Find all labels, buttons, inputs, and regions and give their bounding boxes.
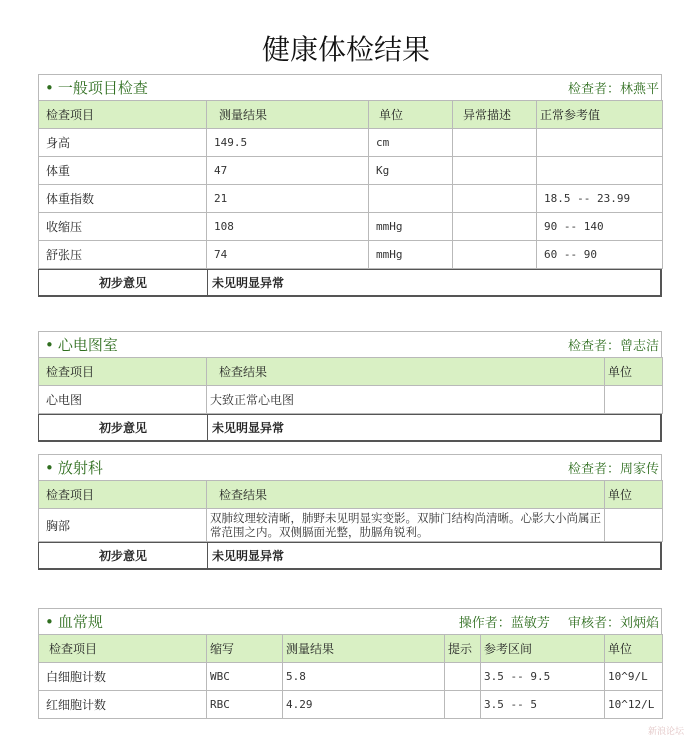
operator-reviewer [459,612,661,631]
section-title: • 心电图室 [45,336,118,354]
cell [453,129,537,157]
cell: 3.5 -- 5 [481,691,605,719]
blood-routine-table [38,634,663,719]
reviewer-label: 审核者： [567,616,620,631]
reviewer-name: 刘炳焰 [619,616,659,631]
opinion-label: 初步意见 [39,270,208,295]
cell: 18.5 -- 23.99 [537,185,663,213]
col-header: 测量结果 [207,101,369,129]
table-header-row [39,481,663,509]
cell: 108 [207,213,369,241]
opinion-value: 未见明显异常 [212,421,285,435]
radiology-table [38,480,663,542]
cell: 5.8 [283,663,445,691]
cell: 149.5 [207,129,369,157]
table-header-row [39,635,663,663]
cell: mmHg [369,213,453,241]
table-row [39,509,663,542]
col-header: 提示 [445,635,481,663]
col-header: 检查项目 [39,358,207,386]
cell [537,129,663,157]
col-header: 检查项目 [39,481,207,509]
cell: 10^12/L [605,691,663,719]
col-header: 单位 [605,635,663,663]
general-exam-table [38,100,663,269]
preliminary-opinion [38,269,662,297]
cell [453,157,537,185]
cell: Kg [369,157,453,185]
table-row [39,129,663,157]
bullet-icon: • [45,613,54,631]
bullet-icon: • [45,459,54,477]
cell [537,157,663,185]
preliminary-opinion [38,542,662,570]
cell: 红细胞计数 [39,691,207,719]
inspector: 检查者：周家传 [567,462,659,477]
col-header: 检查项目 [39,635,207,663]
table-row [39,691,663,719]
inspector: 检查者：曾志洁 [567,339,659,354]
table-row [39,663,663,691]
table-row [39,185,663,213]
table-row [39,213,663,241]
bullet-icon: • [45,336,54,354]
table-header-row [39,101,663,129]
col-header: 单位 [369,101,453,129]
opinion-value: 未见明显异常 [212,549,285,563]
col-header: 参考区间 [481,635,605,663]
section-title: • 血常规 [45,613,103,631]
operator-label: 操作者： [458,616,511,631]
opinion-value: 未见明显异常 [212,276,285,290]
cell: 收缩压 [39,213,207,241]
section-title: • 放射科 [45,459,103,477]
cell: mmHg [369,241,453,269]
col-header: 检查结果 [207,481,605,509]
section-header [38,74,662,100]
cell: 74 [207,241,369,269]
cell: 胸部 [39,509,207,542]
col-header: 检查项目 [39,101,207,129]
cell [369,185,453,213]
cell: WBC [207,663,283,691]
col-header: 单位 [605,481,663,509]
cell: 体重指数 [39,185,207,213]
opinion-label: 初步意见 [39,415,208,440]
cell: 10^9/L [605,663,663,691]
cell: 身高 [39,129,207,157]
cell: 大致正常心电图 [207,386,605,414]
bullet-icon: • [45,79,54,97]
cell [445,691,481,719]
section-header [38,608,662,634]
table-row [39,386,663,414]
col-header: 单位 [605,358,663,386]
general-exam-section [38,74,662,297]
cell: 90 -- 140 [537,213,663,241]
cell [445,663,481,691]
cell: cm [369,129,453,157]
ecg-section [38,331,662,442]
ecg-table [38,357,663,414]
col-header: 检查结果 [207,358,605,386]
cell: 舒张压 [39,241,207,269]
opinion-label: 初步意见 [39,543,208,568]
blood-routine-section [38,608,662,719]
preliminary-opinion [38,414,662,442]
page-title: 健康体检结果 [261,33,430,66]
section-header [38,454,662,480]
cell [453,185,537,213]
table-row [39,157,663,185]
cell [605,509,663,542]
cell: 心电图 [39,386,207,414]
cell: 体重 [39,157,207,185]
cell: 白细胞计数 [39,663,207,691]
operator-name: 蓝敏芳 [510,616,550,631]
cell: 47 [207,157,369,185]
col-header: 正常参考值 [537,101,663,129]
section-header [38,331,662,357]
cell: 60 -- 90 [537,241,663,269]
col-header: 异常描述 [453,101,537,129]
table-row [39,241,663,269]
watermark: 新浪论坛 [647,727,684,737]
cell: 21 [207,185,369,213]
cell [453,213,537,241]
col-header: 缩写 [207,635,283,663]
section-title: • 一般项目检查 [45,79,148,97]
cell: 4.29 [283,691,445,719]
col-header: 测量结果 [283,635,445,663]
cell [453,241,537,269]
cell: 3.5 -- 9.5 [481,663,605,691]
cell: RBC [207,691,283,719]
table-header-row [39,358,663,386]
cell [605,386,663,414]
inspector: 检查者：林燕平 [567,82,659,97]
cell: 双肺纹理较清晰，肺野未见明显实变影。双肺门结构尚清晰。心影大小尚属正常范围之内。双侧膈面光整，肋膈角锐利。 [207,509,605,542]
radiology-section [38,454,662,570]
